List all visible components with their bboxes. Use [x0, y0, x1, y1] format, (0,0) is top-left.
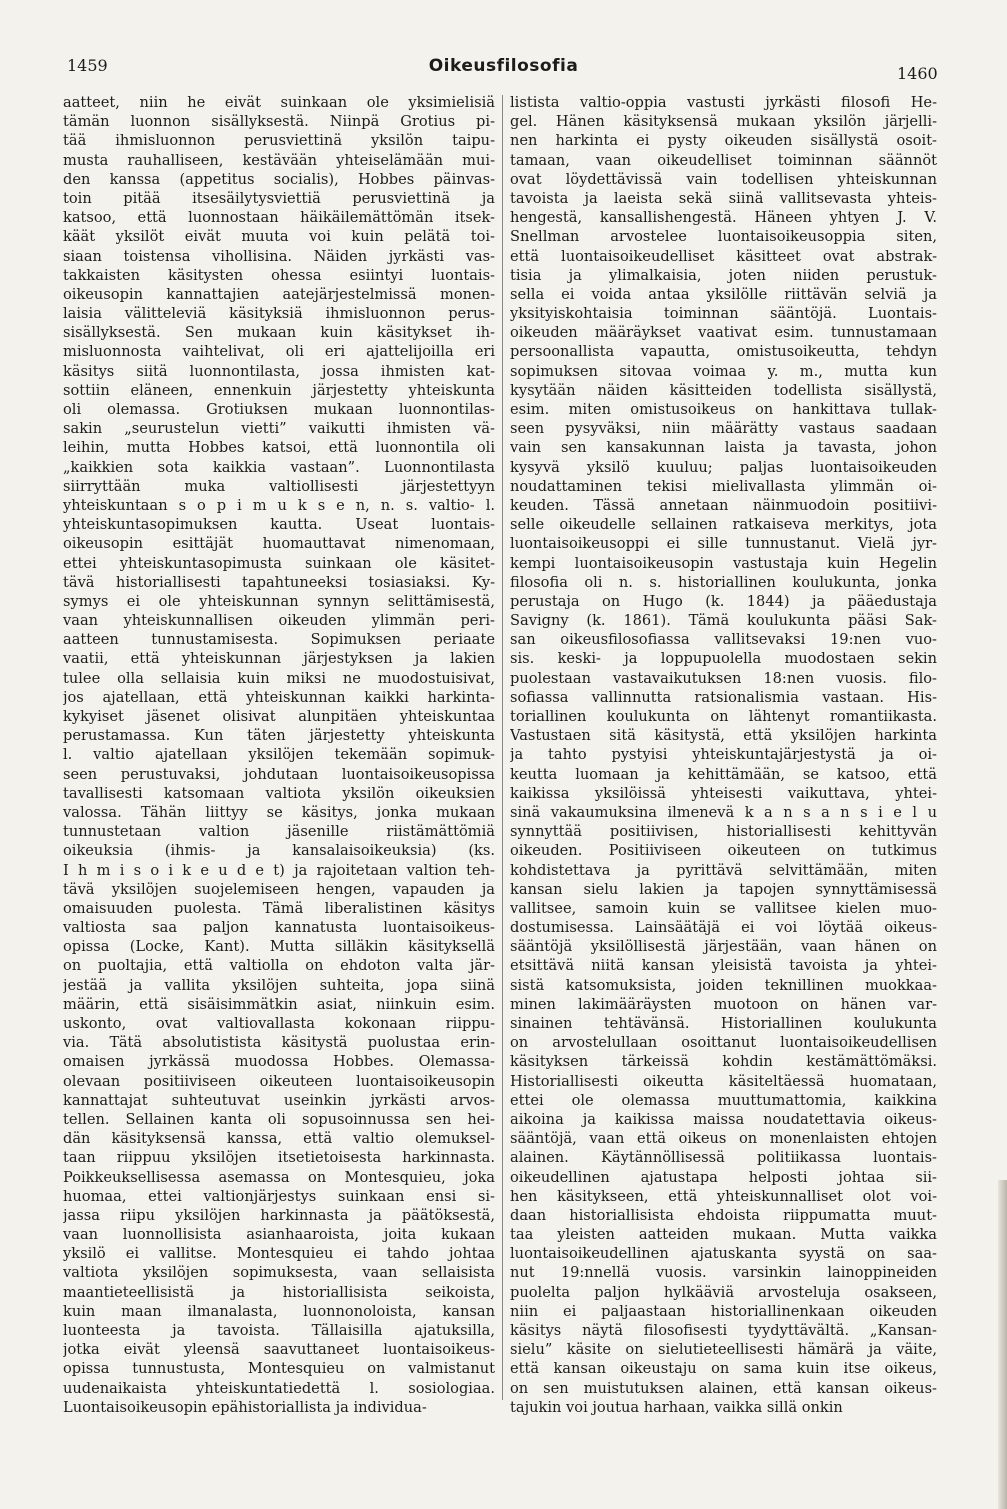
text-line: oikeuden määräykset vaativat esim. tunnustamaan [510, 324, 937, 342]
right-text-column [510, 93, 937, 1417]
text-line: jotka eivät yleensä saavuttaneet luontaisoikeus- [63, 1341, 495, 1359]
text-line: hengestä, kansallishengestä. Häneen yhtyen J. V. [510, 209, 937, 227]
text-line: vallitsee, samoin kuin se vallitsee kielen muo- [510, 899, 937, 917]
text-line: minen lakimääräysten muotoon on hänen var- [510, 995, 937, 1013]
text-line: tää ihmisluonnon perusviettinä yksilön taipu- [63, 132, 495, 150]
text-line: seen pysyväksi, niin määrätty vastaus saadaan [510, 420, 937, 438]
text-line: toin pitää itsesäilytysviettiä perusviettinä ja [63, 189, 495, 207]
text-line: ettei yhteiskuntasopimusta suinkaan ole käsitet- [63, 554, 495, 572]
text-line: Vastustaen sitä käsitystä, että yksilöjen harkinta [510, 727, 937, 745]
text-line: sopimuksen sitovaa voimaa y. m., mutta kun [510, 362, 937, 380]
text-line: tisia ja ylimalkaisia, joten niiden perustuk- [510, 266, 937, 284]
text-line: uudenaikaista yhteiskuntatiedettä l. sosiologiaa. [63, 1379, 495, 1397]
text-line: kysyvä yksilö kuuluu; paljas luontaisoikeuden [510, 458, 937, 476]
text-line: perustaja on Hugo (k. 1844) ja pääedustaja [510, 592, 937, 610]
text-line: kaikissa yksilöissä yhteisesti vaikuttava, yhtei- [510, 784, 937, 802]
text-line: on sen muistutuksen alainen, että kansan oikeus- [510, 1379, 937, 1397]
text-line: jos ajatellaan, että yhteiskunnan kaikki harkinta- [63, 688, 495, 706]
text-line: kuin maan ilmanalasta, luonnonoloista, kansan [63, 1302, 495, 1320]
text-line: tävä yksilöjen suojelemiseen hengen, vapauden ja [63, 880, 495, 898]
text-line: ja tahto pystyisi yhteiskuntajärjestystä ja oi- [510, 746, 937, 764]
text-line: Savigny (k. 1861). Tämä koulukunta pääsi Sak- [510, 612, 937, 630]
text-line: dostumisessa. Lainsäätäjä ei voi löytää oikeus- [510, 919, 937, 937]
text-line: taa yleisten aatteiden mukaan. Mutta vaikka [510, 1226, 937, 1244]
text-line: nen harkinta ei pysty oikeuden sisällystä osoit- [510, 132, 937, 150]
text-line: toriallinen koulukunta on lähtenyt romantiikasta. [510, 708, 937, 725]
text-line: valtiota yksilöjen sopimuksesta, vaan sellaisista [63, 1264, 495, 1282]
text-line: siirryttään muka valtiollisesti järjestettyyn [63, 477, 495, 495]
text-line: puolelta paljon hylkääviä arvosteluja osakseen, [510, 1283, 937, 1301]
text-line: sella ei voida antaa yksilölle riittävän selviä ja [510, 285, 937, 303]
text-line: vaan yhteiskunnallisen oikeuden ylimmän peri- [63, 612, 495, 630]
text-line: on puoltajia, että valtiolla on ehdoton valta jär- [63, 957, 495, 975]
text-line: tavallisesti katsomaan valtiota yksilön oikeuksien [63, 784, 495, 802]
text-line: valtiosta saa paljon kannatusta luontaisoikeus- [63, 919, 495, 937]
text-line: I h m i s o i k e u d e t) ja rajoitetaan valtion teh- [63, 861, 495, 879]
text-line: synnyttää positiivisen, historiallisesti kehittyvän [510, 823, 937, 841]
text-line: sisällyksestä. Sen mukaan kuin käsitykset ih- [63, 324, 495, 342]
text-line: luonteesta ja tavoista. Tällaisilla ajatuksilla, [63, 1322, 495, 1339]
text-line: luontaisoikeusoppi ei sille tunnustanut. Vielä jyr- [510, 535, 937, 553]
text-line: sis. keski- ja loppupuolella muodostaen sekin [510, 650, 937, 668]
text-line: laisia välitteleviä käsityksiä ihmisluonnon perus- [63, 305, 495, 323]
text-line: tulee olla sellaisia kuin miksi ne muodostuisivat, [63, 669, 495, 687]
text-line: opissa (Locke, Kant). Mutta silläkin käsityksellä [63, 938, 495, 956]
text-line: tunnustetaan valtion jäsenille riistämättömiä [63, 823, 495, 841]
text-line: Poikkeuksellisessa asemassa on Montesquieu, joka [63, 1168, 495, 1186]
text-line: luontaisoikeudellinen ajatuskanta syystä on saa- [510, 1245, 937, 1263]
text-line: käät yksilöt eivät muuta voi kuin pelätä toi- [63, 228, 495, 246]
text-line: määrin, että sisäisimmätkin asiat, niinkuin esim. [63, 995, 495, 1013]
text-line: via. Tätä absolutistista käsitystä puolustaa erin- [63, 1034, 495, 1052]
text-line: sofiassa vallinnutta ratsionalismia vastaan. His- [510, 688, 937, 706]
text-line: katsoo, että luonnostaan häikäilemättömän itsek- [63, 209, 495, 227]
text-line: keutta luomaan ja kehittämään, se katsoo, että [510, 765, 937, 783]
text-line: oikeusopin esittäjät huomauttavat nimenomaan, [63, 535, 495, 553]
scan-edge-shadow [998, 1180, 1007, 1509]
text-line: omaisen jyrkässä muodossa Hobbes. Olemassa- [63, 1053, 495, 1071]
text-line: sakin „seurustelun vietti” vaikutti ihmisten vä- [63, 420, 495, 438]
text-line: tämän luonnon sisällyksestä. Niinpä Grotius pi- [63, 113, 495, 131]
text-line: misluonnosta vaihtelivat, oli eri ajattelijoilla eri [63, 343, 495, 361]
text-line: daan historiallisista ehdoista riippumatta muut- [510, 1206, 937, 1224]
text-line: kannattajat suhteutuvat useinkin jyrkästi arvos- [63, 1091, 495, 1109]
text-line: siaan toistensa vihollisina. Näiden jyrkästi vas- [63, 247, 495, 265]
left-text-column [63, 93, 495, 1417]
page-number-right: 1460 [897, 64, 938, 83]
text-line: ovat löydettävissä vain todellisen yhteiskunnan [510, 170, 937, 188]
text-line: sottiin eläneen, ennenkuin järjestetty yhteiskunta [63, 381, 495, 399]
text-line: taan riippuu yksilöjen itsetietoisesta harkinnasta. [63, 1149, 495, 1167]
text-line: yksityiskohtaisia toiminnan sääntöjä. Luontais- [510, 305, 937, 323]
text-line: oli olemassa. Grotiuksen mukaan luonnontilas- [63, 401, 495, 418]
text-line: olevaan positiiviseen oikeuteen luontaisoikeusopin [63, 1072, 495, 1090]
text-line: Historiallisesti oikeutta käsiteltäessä huomataan, [510, 1072, 937, 1090]
text-line: valossa. Tähän liittyy se käsitys, jonka mukaan [63, 803, 495, 821]
text-line: oikeusopin kannattajien aatejärjestelmissä monen- [63, 285, 495, 303]
text-line: alainen. Käytännöllisessä politiikassa luontais- [510, 1149, 937, 1167]
text-line: dän käsityksensä kanssa, että valtio olemuksel- [63, 1130, 495, 1148]
text-line: sääntöjä, vaan että oikeus on monenlaisten ehtojen [510, 1130, 937, 1148]
text-line: tävä historiallisesti tapahtuneeksi tosiasiaksi. Ky- [63, 573, 495, 591]
text-line: on arvostelullaan osoittanut luontaisoikeudellisen [510, 1034, 937, 1052]
text-line: jestää ja vallita yksilöjen suhteita, jopa siinä [63, 976, 495, 994]
text-line: omaisuuden puolesta. Tämä liberalistinen käsitys [63, 899, 495, 917]
text-line: Luontaisoikeusopin epähistoriallista ja individua- [63, 1398, 427, 1416]
text-line: niin ei paljaastaan historiallinenkaan oikeuden [510, 1302, 937, 1320]
text-line: sääntöjä yksilöllisestä järjestään, vaan hänen on [510, 938, 937, 956]
text-line: takkaisten käsitysten ohessa esiintyi luontais- [63, 266, 495, 284]
text-line: tamaan, vaan oikeudelliset toiminnan säännöt [510, 151, 937, 169]
text-line: ettei ole olemassa muuttumattomia, kaikkina [510, 1091, 937, 1109]
text-line: oikeudellinen ajatustapa helposti johtaa sii- [510, 1168, 937, 1186]
text-line: kykyiset jäsenet olisivat alunpitäen yhteiskuntaa [63, 708, 495, 725]
text-line: Snellman arvostelee luontaisoikeusoppia siten, [510, 228, 937, 246]
text-line: musta rauhalliseen, kestävään yhteiselämään mui- [63, 151, 495, 169]
text-line: „kaikkien sota kaikkia vastaan”. Luonnontilasta [63, 458, 495, 476]
text-line: tavoista ja laeista sekä siinä vallitsevasta yhteis- [510, 189, 937, 207]
text-line: esim. miten omistusoikeus on hankittava tullak- [510, 401, 937, 418]
text-line: etsittävä niitä kansan yleisistä tavoista ja yhtei- [510, 957, 937, 975]
text-line: kysytään näiden käsitteiden todellista sisällystä, [510, 381, 937, 399]
text-line: noudattaminen tekisi mielivallasta ylimmän oi- [510, 477, 937, 495]
text-line: keuden. Tässä annetaan näinmuodoin positiivi- [510, 496, 937, 514]
text-line: että kansan oikeustaju on sama kuin itse oikeus, [510, 1360, 937, 1378]
text-line: l. valtio ajatellaan yksilöjen tekemään sopimuk- [63, 746, 495, 764]
text-line: gel. Hänen käsityksensä mukaan yksilön järjelli- [510, 113, 937, 131]
text-line: listista valtio-oppia vastusti jyrkästi filosofi He- [510, 94, 937, 111]
text-line: opissa tunnustusta, Montesquieu on valmistanut [63, 1360, 495, 1378]
text-line: filosofia oli n. s. historiallinen koulukunta, jonka [510, 573, 937, 591]
text-line: symys ei ole yhteiskunnan synnyn selittämisestä, [63, 592, 495, 610]
text-line: uskonto, ovat valtiovallasta kokonaan riippu- [63, 1015, 495, 1032]
text-line: käsitys siitä luonnontilasta, jossa ihmisten kat- [63, 362, 495, 380]
text-line: leihin, mutta Hobbes katsoi, että luonnontila oli [63, 439, 495, 457]
text-line: nut 19:nnellä vuosis. varsinkin lainoppineiden [510, 1264, 937, 1282]
text-line: jassa riipu yksilöjen harkinnasta ja päätöksestä, [63, 1206, 495, 1224]
text-line: aatteen tunnustamisesta. Sopimuksen periaate [63, 631, 495, 649]
text-line: vain sen kansakunnan laista ja tavasta, johon [510, 439, 937, 457]
text-line: aikoina ja kaikissa maissa noudatettavia oikeus- [510, 1110, 937, 1128]
text-line: sinainen tehtävänsä. Historiallinen koulukunta [510, 1015, 937, 1032]
text-line: käsitys näytä filosofisesti tyydyttävältä. „Kansan- [510, 1322, 937, 1339]
text-line: yksilö ei vallitse. Montesquieu ei tahdo johtaa [63, 1245, 495, 1263]
text-line: vaatii, että yhteiskunnan järjestyksen ja lakien [63, 650, 495, 668]
text-line: tellen. Sellainen kanta oli sopusoinnussa sen hei- [63, 1110, 495, 1128]
text-line: kempi luontaisoikeusopin vastustaja kuin Hegelin [510, 554, 937, 572]
text-line: sinä vakaumuksina ilmenevä k a n s a n s i e l u [510, 803, 937, 821]
text-line: käsityksen tärkeissä kohdin kestämättömäksi. [510, 1053, 937, 1071]
text-line: oikeuksia (ihmis- ja kansalaisoikeuksia) (ks. [63, 842, 495, 860]
text-line: kohdistettava ja pyrittävä selvittämään, miten [510, 861, 937, 879]
text-line: selle oikeudelle sellainen ratkaiseva merkitys, jota [510, 516, 937, 534]
text-line: kansan sielu lakien ja tapojen synnyttämisessä [510, 880, 937, 898]
text-line: vaan luonnollisista asianhaaroista, joita kukaan [63, 1226, 495, 1244]
running-head-title: Oikeusfilosofia [428, 56, 579, 76]
text-line: aatteet, niin he eivät suinkaan ole yksimielisiä [63, 94, 495, 111]
text-line: maantieteellisistä ja historiallisista seikoista, [63, 1283, 495, 1301]
text-line: puolestaan vastavaikutuksen 18:nen vuosis. filo- [510, 669, 937, 687]
text-line: yhteiskuntaan s o p i m u k s e n, n. s. valtio- l. [63, 496, 495, 514]
page-header [0, 0, 1007, 90]
text-line: persoonallista vapautta, omistusoikeutta, tehdyn [510, 343, 937, 361]
text-line: tajukin voi joutua harhaan, vaikka sillä onkin [510, 1398, 843, 1416]
text-line: sistä katsomuksista, joiden teknillinen muokkaa- [510, 976, 937, 994]
text-line: huomaa, ettei valtionjärjestys suinkaan ensi si- [63, 1187, 495, 1205]
text-line: hen käsitykseen, että yhteiskunnalliset olot voi- [510, 1187, 937, 1205]
page-number-left: 1459 [67, 56, 108, 75]
text-line: että luontaisoikeudelliset käsitteet ovat abstrak- [510, 247, 937, 265]
text-line: yhteiskuntasopimuksen kautta. Useat luontais- [63, 516, 495, 534]
text-line: sielu” käsite on sielutieteellisesti hämärä ja väite, [510, 1341, 937, 1359]
text-line: seen perustuvaksi, johdutaan luontaisoikeusopissa [63, 765, 495, 783]
text-line: oikeuden. Positiiviseen oikeuteen on tutkimus [510, 842, 937, 860]
text-line: san oikeusfilosofiassa vallitsevaksi 19:nen vuo- [510, 631, 937, 649]
column-divider [502, 95, 503, 1400]
text-line: perustamassa. Kun täten järjestetty yhteiskunta [63, 727, 495, 745]
text-line: den kanssa (appetitus socialis), Hobbes päinvas- [63, 170, 495, 188]
